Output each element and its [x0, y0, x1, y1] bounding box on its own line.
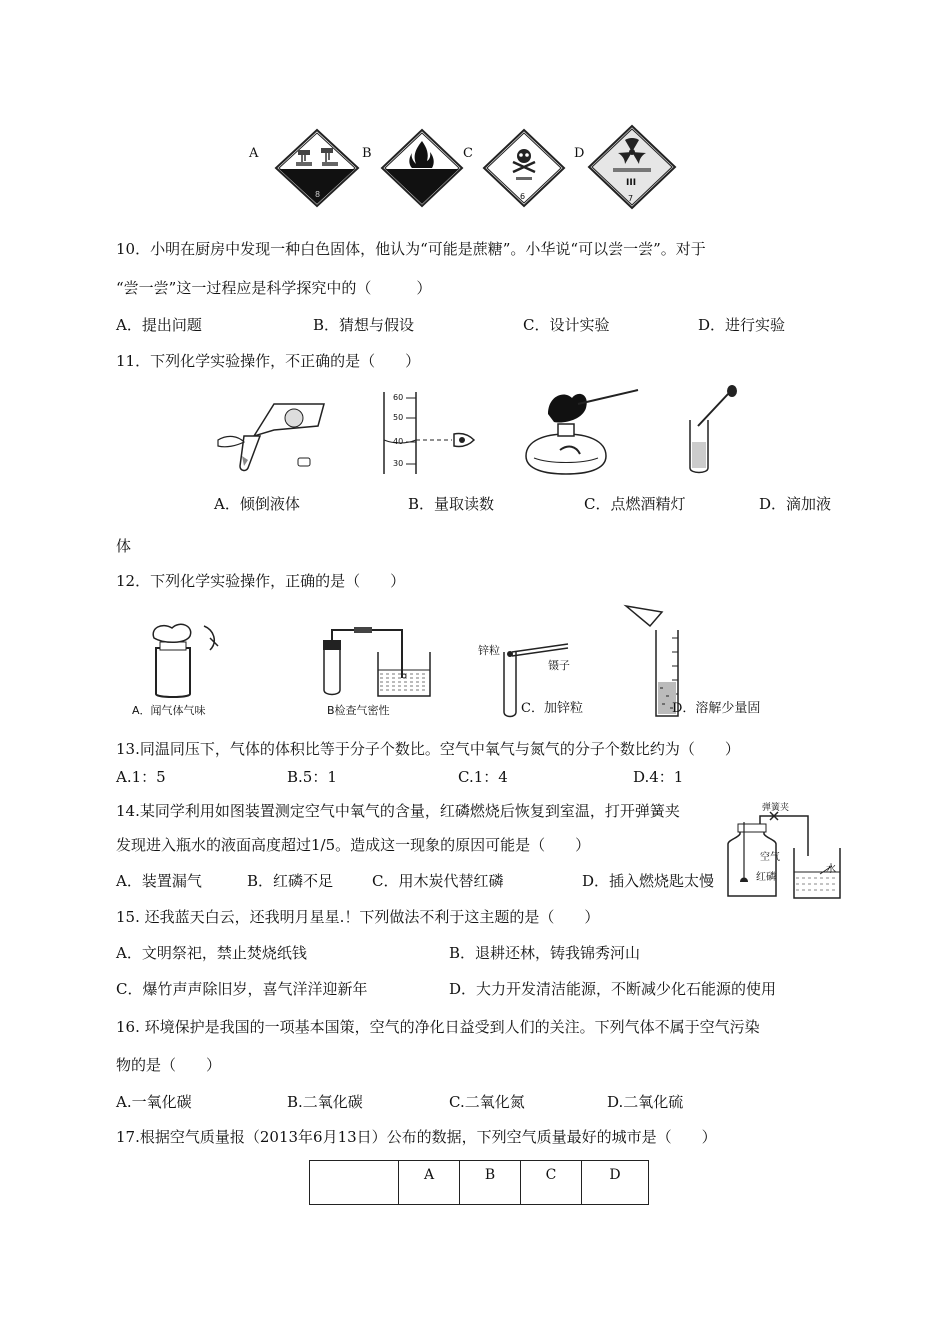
q16-stem-line2: 物的是（ ）	[116, 1056, 222, 1074]
sign-label-c: C	[463, 146, 473, 161]
q14-option-c: C．用木炭代替红磷	[372, 872, 504, 890]
q11-option-d: D．滴加液	[759, 495, 832, 513]
q13-option-a: A.1：5	[116, 768, 166, 786]
q15-option-d: D．大力开发清洁能源，不断减少化石能源的使用	[449, 980, 777, 998]
sign-c-number: 6	[520, 192, 526, 201]
q13-option-b: B.5：1	[287, 768, 337, 786]
q12-caption-d: D．溶解少量固	[672, 701, 761, 716]
q10-stem-line1: 10．小明在厨房中发现一种白色固体，他认为“可能是蔗糖”。小华说“可以尝一尝”。对于	[116, 240, 706, 258]
q12-caption-c: C．加锌粒	[521, 701, 583, 716]
q10-option-b: B．猜想与假设	[313, 316, 415, 334]
q16-option-d: D.二氧化硫	[607, 1093, 684, 1111]
q11-stem: 11．下列化学实验操作，不正确的是（ ）	[116, 352, 421, 370]
scale-tick-40: 40	[393, 437, 404, 446]
oxygen-apparatus-figure	[720, 808, 850, 902]
table-row	[310, 1161, 649, 1205]
q11-option-b: B．量取读数	[408, 495, 495, 513]
air-quality-table	[309, 1160, 649, 1205]
q14-stem-line2: 发现进入瓶水的液面高度超过1/5。造成这一现象的原因可能是（ ）	[116, 836, 591, 854]
pouring-liquid-figure	[214, 396, 334, 476]
table-header-c: C	[521, 1161, 582, 1205]
flammable-sign-icon	[377, 128, 467, 208]
q15-option-a: A．文明祭祀，禁止焚烧纸钱	[116, 944, 307, 962]
q16-option-b: B.二氧化碳	[287, 1093, 363, 1111]
water-label: 水	[826, 864, 836, 875]
q10-stem-line2: “尝一尝”这一过程应是科学探究中的（ ）	[116, 279, 432, 297]
scale-tick-60: 60	[393, 393, 404, 402]
spring-clip-label: 弹簧夹	[762, 803, 790, 813]
q14-option-a: A．装置漏气	[116, 872, 202, 890]
sign-label-a: A	[249, 146, 259, 161]
sign-label-d: D	[574, 146, 585, 161]
q13-option-d: D.4：1	[633, 768, 684, 786]
q12-caption-a: A．闻气体气味	[132, 704, 206, 717]
q10-option-a: A．提出问题	[116, 316, 202, 334]
sign-d-number: 7	[628, 194, 634, 203]
q12-stem: 12．下列化学实验操作，正确的是（ ）	[116, 572, 406, 590]
q15-option-c: C．爆竹声声除旧岁，喜气洋洋迎新年	[116, 980, 368, 998]
dropper-figure	[684, 384, 744, 474]
table-header-d: D	[582, 1161, 649, 1205]
q13-stem: 13.同温同压下，气体的体积比等于分子个数比。空气中氧气与氮气的分子个数比约为（ ）	[116, 740, 740, 758]
scale-tick-50: 50	[393, 413, 404, 422]
red-phosphorus-label: 红磷	[756, 872, 776, 883]
smell-gas-figure	[140, 620, 250, 700]
q11-option-c: C．点燃酒精灯	[584, 495, 686, 513]
sign-label-b: B	[362, 146, 372, 161]
zinc-label: 锌粒	[478, 644, 500, 657]
q10-option-d: D．进行实验	[698, 316, 786, 334]
q16-option-c: C.二氧化氮	[449, 1093, 525, 1111]
q15-stem: 15. 还我蓝天白云，还我明月星星.！下列做法不利于这主题的是（ ）	[116, 908, 600, 926]
air-label: 空气	[760, 852, 780, 863]
q10-option-c: C．设计实验	[523, 316, 610, 334]
q16-stem-line1: 16. 环境保护是我国的一项基本国策，空气的净化日益受到人们的关注。下列气体不属于空气污染	[116, 1018, 760, 1036]
sign-d-class: III	[626, 178, 637, 188]
q11-option-d-wrap: 体	[116, 537, 132, 555]
q15-option-b: B．退耕还林，铸我锦秀河山	[449, 944, 641, 962]
q12-caption-b: B检查气密性	[327, 704, 390, 717]
sign-a-number: 8	[315, 190, 321, 199]
table-header-a: A	[399, 1161, 460, 1205]
tweezers-label: 镊子	[548, 659, 570, 672]
q16-option-a: A.一氧化碳	[116, 1093, 192, 1111]
alcohol-lamp-figure	[520, 384, 642, 476]
q13-option-c: C.1：4	[458, 768, 508, 786]
scale-tick-30: 30	[393, 459, 404, 468]
table-header-b: B	[460, 1161, 521, 1205]
q11-option-a: A．倾倒液体	[214, 495, 300, 513]
q14-option-b: B．红磷不足	[247, 872, 334, 890]
q14-option-d: D．插入燃烧匙太慢	[582, 872, 715, 890]
q14-stem-line1: 14.某同学利用如图装置测定空气中氧气的含量，红磷燃烧后恢复到室温，打开弹簧夹	[116, 802, 680, 820]
airtightness-figure	[318, 626, 438, 700]
q17-stem: 17.根据空气质量报（2013年6月13日）公布的数据，下列空气质量最好的城市是（ ）	[116, 1128, 717, 1146]
table-header-empty	[310, 1161, 399, 1205]
